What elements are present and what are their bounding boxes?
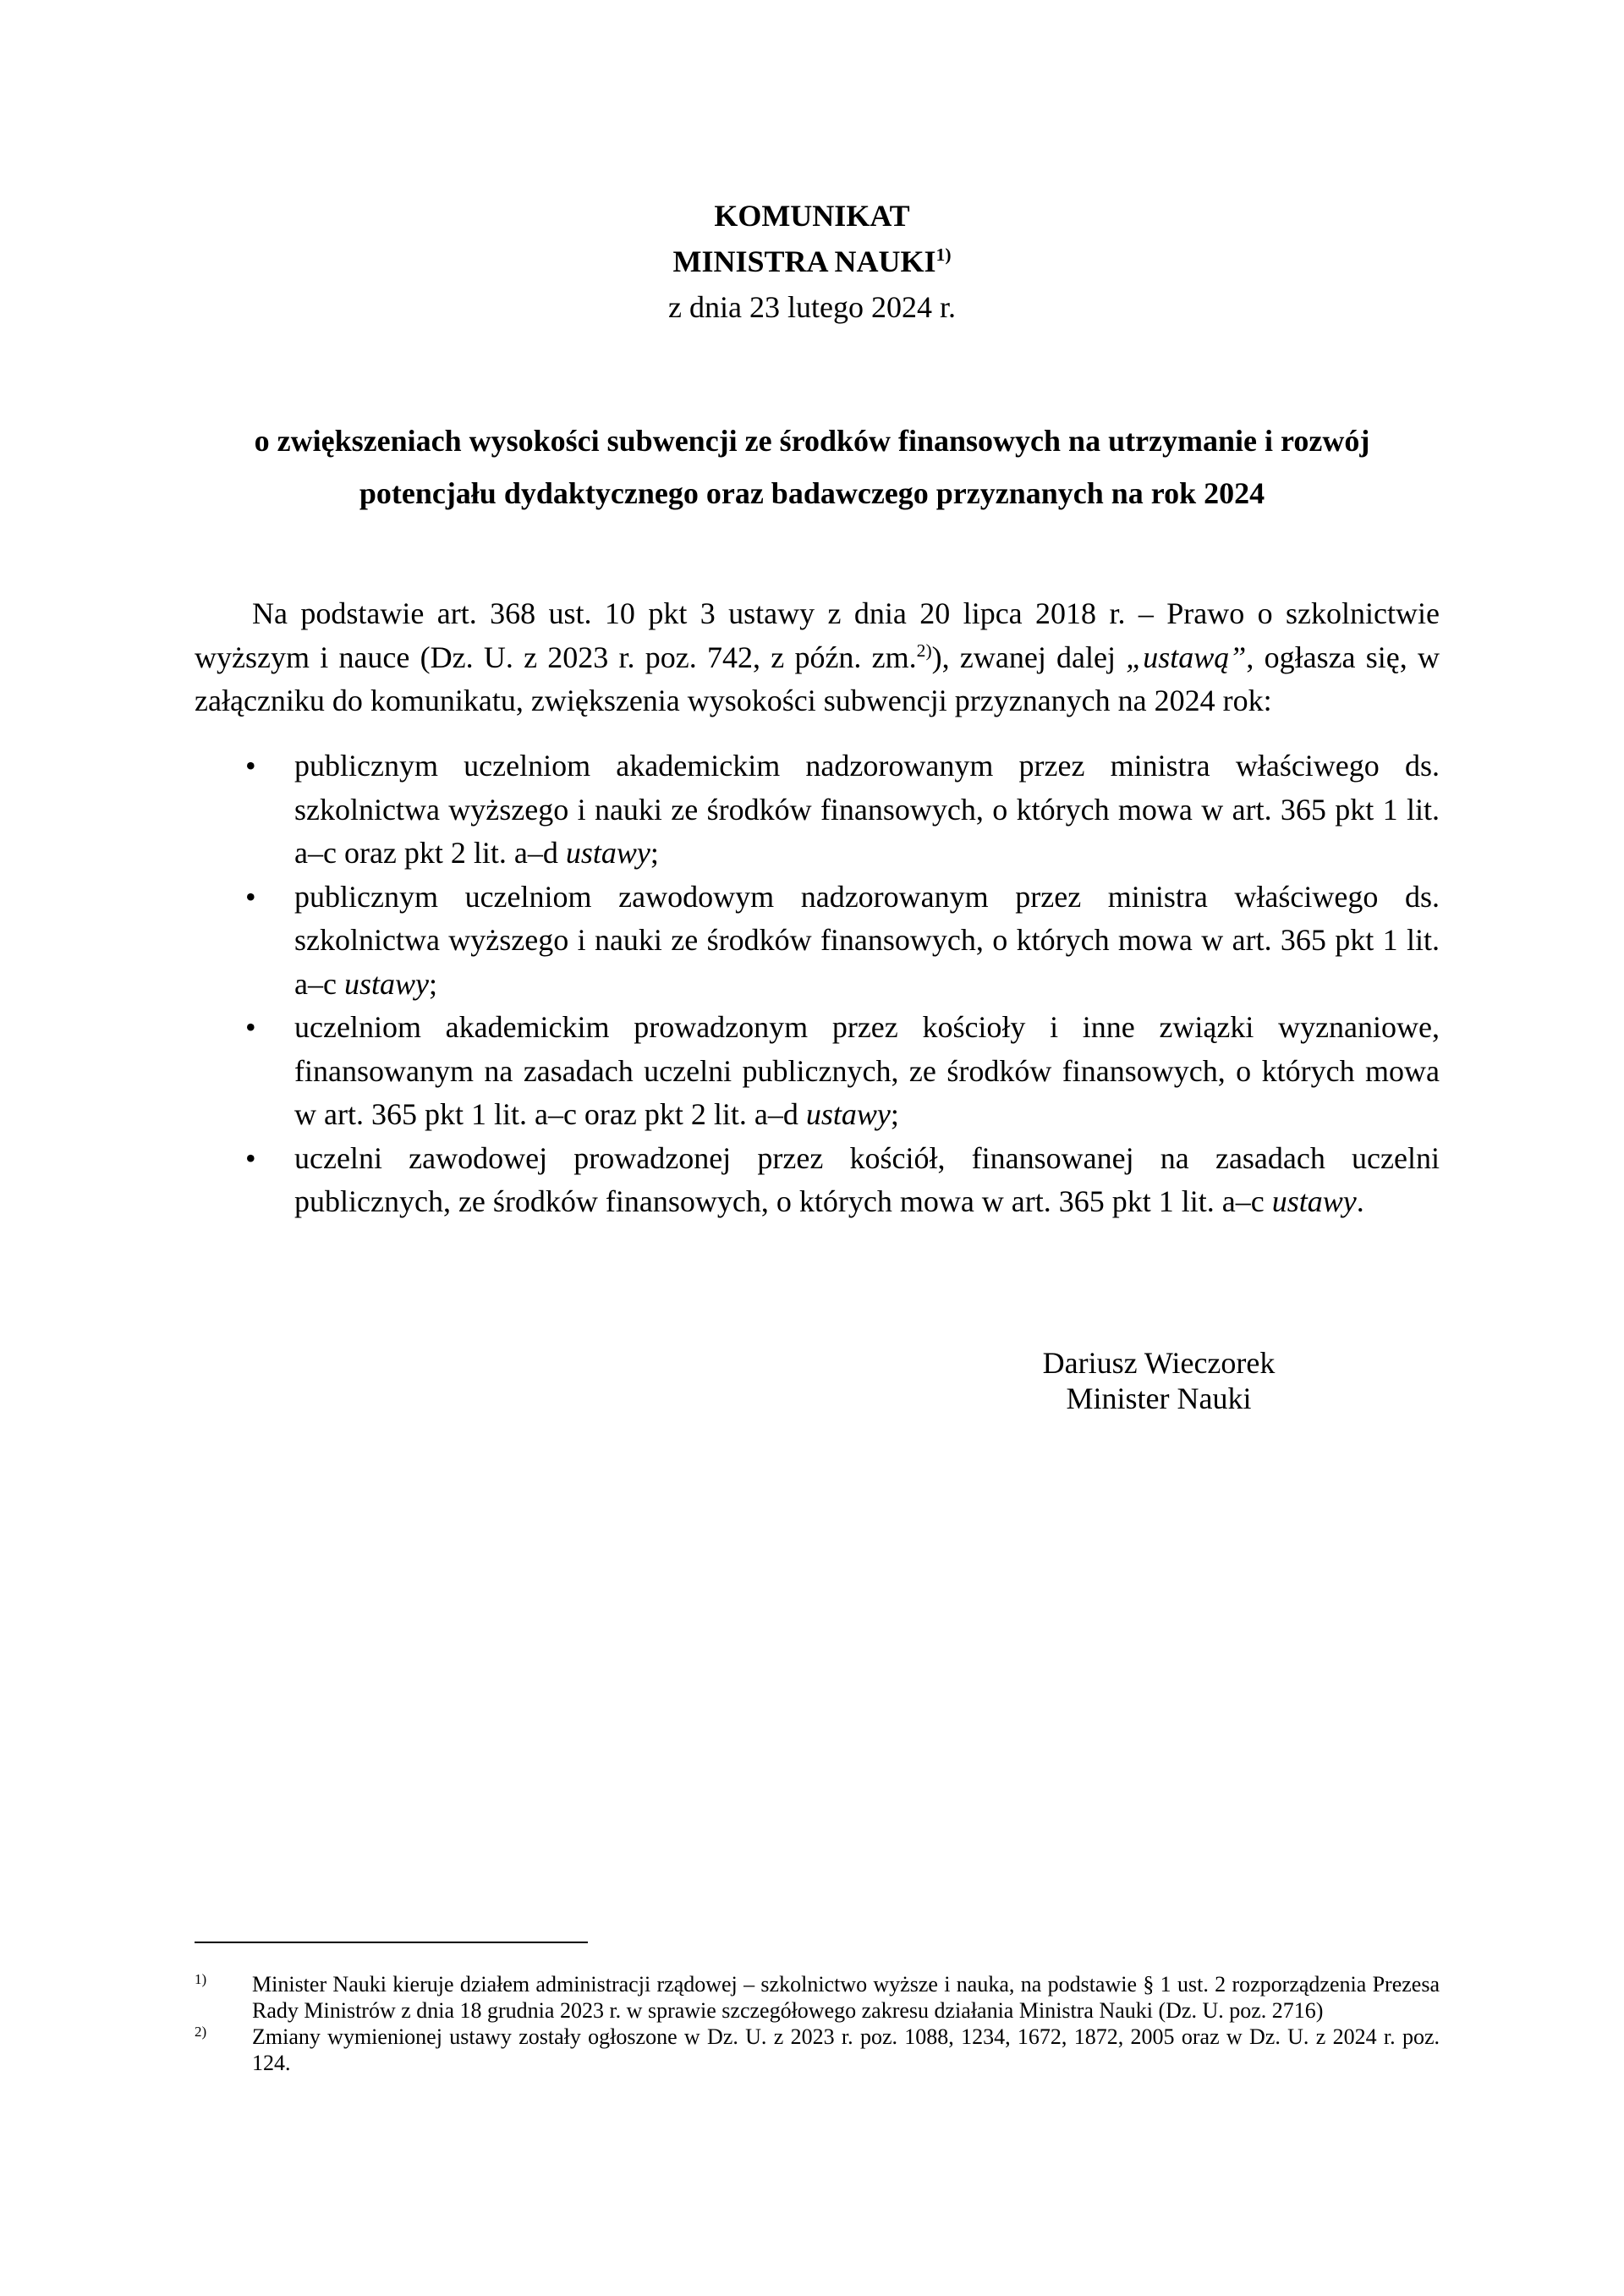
intro-part-1: Na podstawie art. 368 ust. 10 pkt 3 ustawy z dnia 20 lipca 2018 r. – Prawo o szkolnictwie wyższym i nauce (Dz. U. z 2023 r. poz. 742, z późn. zm.	[195, 596, 1440, 674]
list-item	[195, 1006, 1440, 1137]
doc-type-heading: KOMUNIKAT	[714, 199, 910, 233]
list-item-text: publicznym uczelniom akademickim nadzorowanym przez ministra właściwego ds. szkolnictwa wyższego i nauki ze środków finansowych, o których mowa w art. 365 pkt 1 lit. a–c oraz pkt 2 lit. a–d	[294, 749, 1440, 870]
title-line-2: potencjału dydaktycznego oraz badawczego przyznanych na rok 2024	[359, 476, 1265, 510]
bullet-icon: •	[245, 879, 256, 914]
list-item-text: uczelniom akademickim prowadzonym przez kościoły i inne związki wyznaniowe, finansowanym na zasadach uczelni publicznych, ze środków finansowych, o których mowa w art. 365 pkt 1 lit. a–c oraz pkt 2 lit. a–d	[294, 1010, 1440, 1131]
signatory-name: Dariusz Wieczorek	[1042, 1346, 1276, 1380]
intro-part-2: ), zwanej dalej	[931, 640, 1127, 674]
bullet-icon: •	[245, 749, 256, 783]
footnote-mark: 1)	[195, 1971, 207, 1987]
list-item-end: ;	[428, 966, 437, 1001]
footnote-divider	[195, 1942, 588, 1943]
bullet-icon: •	[245, 1140, 256, 1175]
intro-italic-term: „ustawą”	[1126, 640, 1247, 674]
footnote-ref-1: 1)	[935, 244, 952, 265]
list-item	[195, 876, 1440, 1007]
footnote-text: Zmiany wymienionej ustawy zostały ogłoszone w Dz. U. z 2023 r. poz. 1088, 1234, 1672, 1872, 2005 oraz w Dz. U. z 2024 r. poz. 124.	[252, 2024, 1440, 2075]
list-item-end: .	[1356, 1184, 1364, 1218]
issuer-heading	[195, 239, 1429, 284]
footnotes	[195, 1971, 1440, 2076]
signature-block	[1015, 1345, 1303, 1416]
document-date: z dnia 23 lutego 2024 r.	[668, 290, 956, 324]
footnote	[195, 1971, 1440, 2024]
list-item-end: ;	[650, 836, 659, 870]
document-title	[195, 415, 1429, 519]
title-line-1: o zwiększeniach wysokości subwencji ze środków finansowych na utrzymanie i rozwój	[254, 424, 1370, 458]
list-item-italic: ustawy	[343, 966, 429, 1001]
list-item-text: uczelni zawodowej prowadzonej przez kościół, finansowanej na zasadach uczelni publicznych, ze środków finansowych, o których mowa w art. 365 pkt 1 lit. a–c	[294, 1140, 1440, 1218]
document-header	[195, 193, 1429, 330]
bullet-icon: •	[245, 1010, 256, 1044]
issuer-text: MINISTRA NAUKI	[672, 244, 936, 278]
footnote-mark: 2)	[195, 2024, 207, 2040]
list-item-end: ;	[890, 1097, 899, 1131]
list-item-italic: ustawy	[805, 1097, 891, 1131]
signatory-role: Minister Nauki	[1066, 1381, 1252, 1415]
intro-part-3: , ogłasza się, w załączniku do komunikatu, zwiększenia wysokości subwencji przyznanych na 2024 rok:	[195, 640, 1440, 717]
footnote	[195, 2024, 1440, 2076]
footnote-ref-2: 2)	[916, 640, 932, 661]
footnote-text: Minister Nauki kieruje działem administracji rządowej – szkolnictwo wyższe i nauka, na podstawie § 1 ust. 2 rozporządzenia Prezesa Rady Ministrów z dnia 18 grudnia 2023 r. w sprawie szczegółowego zakresu działania Ministra Nauki (Dz. U. poz. 2716)	[252, 1972, 1440, 2023]
recipient-list	[195, 744, 1440, 1224]
list-item-italic: ustawy	[565, 836, 650, 870]
list-item	[195, 1137, 1440, 1224]
list-item-italic: ustawy	[1271, 1184, 1357, 1218]
list-item-text: publicznym uczelniom zawodowym nadzorowanym przez ministra właściwego ds. szkolnictwa wyższego i nauki ze środków finansowych, o których mowa w art. 365 pkt 1 lit. a–c	[294, 879, 1440, 1001]
list-item	[195, 744, 1440, 876]
intro-paragraph	[195, 592, 1440, 723]
